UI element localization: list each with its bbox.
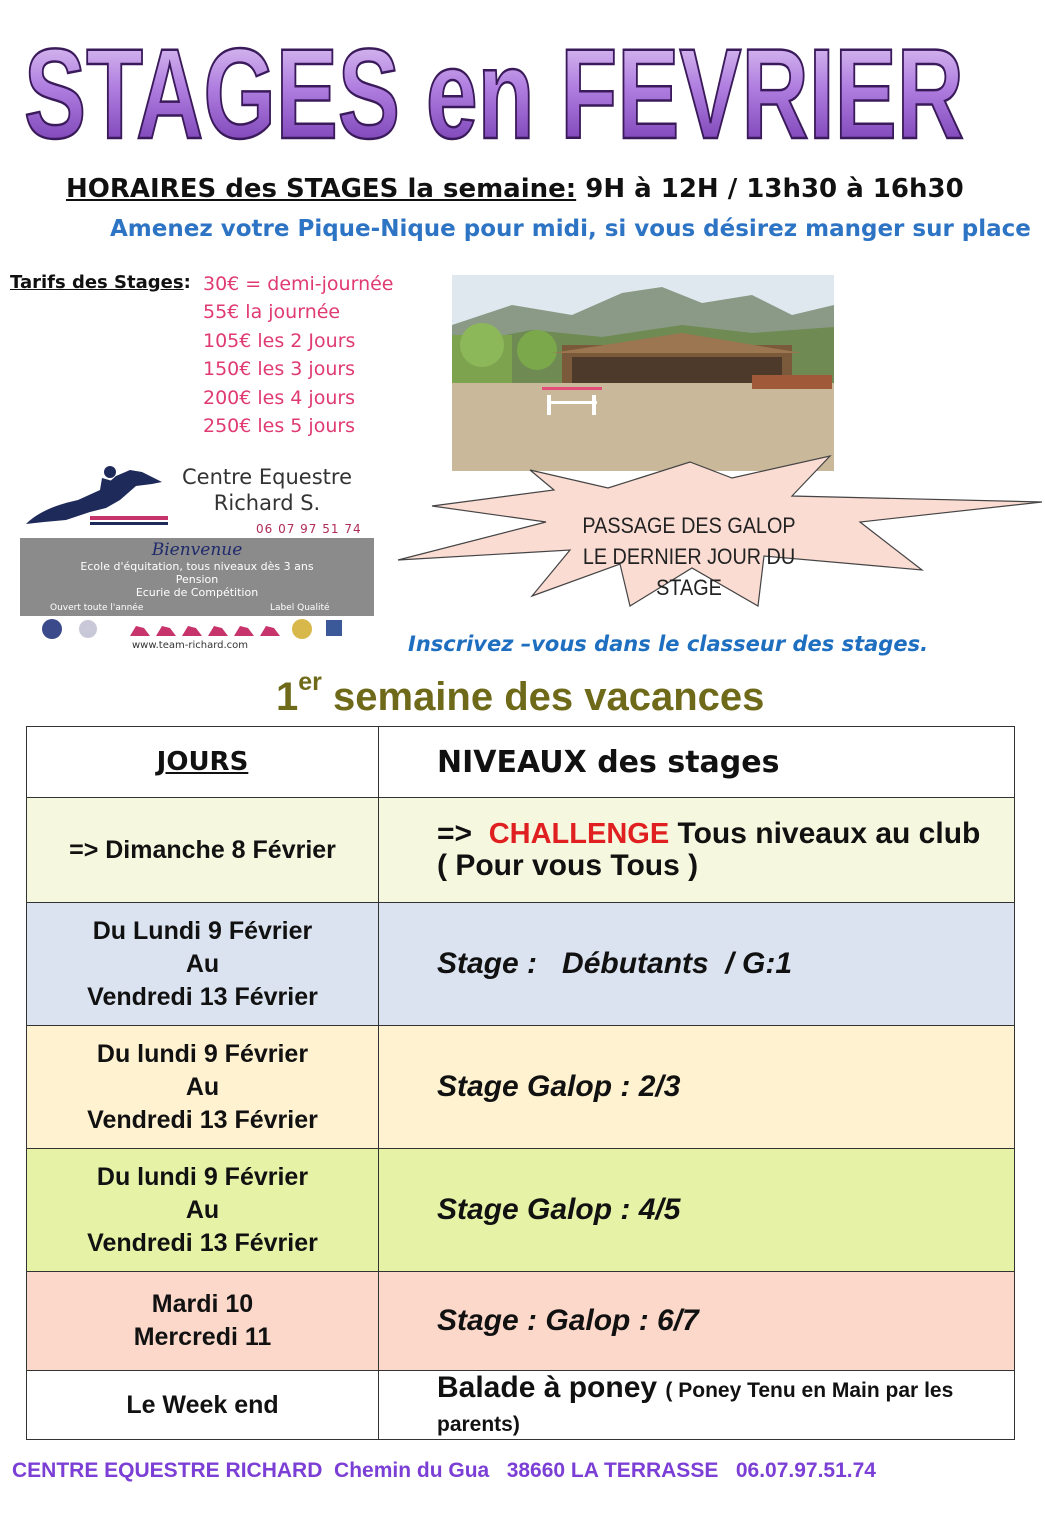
- row-days: Le Week end: [27, 1371, 379, 1440]
- horse-jumper-icon: [20, 460, 170, 536]
- row-level: Stage Galop : 4/5: [379, 1149, 1015, 1272]
- tarifs-label: Tarifs des Stages:: [10, 272, 191, 293]
- table-row: [27, 798, 1015, 903]
- tarif-item: 30€ = demi-journée: [203, 273, 394, 295]
- logo-website: www.team-richard.com: [132, 640, 249, 651]
- table-header-row: [27, 727, 1015, 798]
- table-row: [27, 903, 1015, 1026]
- hours-line: [66, 174, 964, 204]
- row-days: Du lundi 9 Février Au Vendredi 13 Février: [27, 1026, 379, 1149]
- club-logo: [20, 460, 376, 658]
- row-days: Du Lundi 9 Février Au Vendredi 13 Février: [27, 903, 379, 1026]
- page-title: [0, 20, 1045, 160]
- logo-phone: 06 07 97 51 74: [256, 522, 362, 536]
- logo-line2: Pension: [175, 573, 219, 586]
- row-level: => CHALLENGE Tous niveaux au club ( Pour vous Tous ): [379, 798, 1015, 903]
- logo-name-line1: Centre Equestre: [182, 465, 352, 489]
- row-days: Mardi 10 Mercredi 11: [27, 1272, 379, 1371]
- inscription-note: Inscrivez –vous dans le classeur des stages.: [408, 632, 929, 656]
- week-heading: 1er semaine des vacances: [276, 668, 765, 719]
- logo-name: [160, 464, 374, 516]
- row-level: Stage : Débutants / G:1: [379, 903, 1015, 1026]
- starburst-line3: STAGE: [656, 575, 722, 600]
- tarif-item: 250€ les 5 jours: [203, 414, 356, 437]
- starburst-line1: PASSAGE DES GALOP: [582, 513, 796, 538]
- row-level: Balade à poney ( Poney Tenu en Main par les parents): [379, 1371, 1015, 1440]
- logo-line3: Ecurie de Compétition: [135, 586, 259, 599]
- logo-label: Label Qualité: [270, 603, 330, 613]
- table-row: [27, 1149, 1015, 1272]
- row-level: Stage : Galop : 6/7: [379, 1272, 1015, 1371]
- tarif-item: 105€ les 2 Jours: [203, 329, 356, 352]
- logo-line1: Ecole d'équitation, tous niveaux dès 3 ans: [80, 560, 314, 573]
- row-days: => Dimanche 8 Février: [27, 798, 379, 903]
- schedule-table: [26, 726, 1015, 1440]
- hours-label: HORAIRES des STAGES la semaine:: [66, 174, 577, 204]
- tarifs-list: [203, 270, 394, 440]
- table-row: [27, 1026, 1015, 1149]
- row-level: Stage Galop : 2/3: [379, 1026, 1015, 1149]
- svg-text:STAGES en FEVRIER: STAGES en FEVRIER: [24, 23, 964, 160]
- tarif-item: 200€ les 4 jours: [203, 386, 356, 409]
- challenge-label: CHALLENGE: [488, 818, 670, 850]
- row-days: Du lundi 9 Février Au Vendredi 13 Février: [27, 1149, 379, 1272]
- logo-badges: [40, 618, 360, 640]
- hours-value: 9H à 12H / 13h30 à 16h30: [585, 174, 964, 204]
- header-levels: NIVEAUX des stages: [379, 727, 1015, 798]
- row-level-sub: ( Pour vous Tous ): [437, 849, 699, 882]
- table-row: [27, 1272, 1015, 1371]
- logo-ouvert: Ouvert toute l'année: [50, 603, 144, 613]
- starburst-line2: LE DERNIER JOUR DU: [582, 544, 796, 569]
- header-days: JOURS: [27, 727, 379, 798]
- logo-bienvenue: Bienvenue: [151, 540, 243, 560]
- tarif-item: 150€ les 3 jours: [203, 358, 356, 381]
- picnic-note: Amenez votre Pique-Nique pour midi, si vous désirez manger sur place: [110, 216, 1031, 242]
- footer-address: CENTRE EQUESTRE RICHARD Chemin du Gua 38660 LA TERRASSE 06.07.97.51.74: [12, 1459, 876, 1482]
- logo-name-line2: Richard S.: [213, 491, 321, 515]
- table-row: [27, 1371, 1015, 1440]
- starburst-text: [573, 510, 805, 603]
- tarif-item: 55€ la journée: [203, 301, 341, 324]
